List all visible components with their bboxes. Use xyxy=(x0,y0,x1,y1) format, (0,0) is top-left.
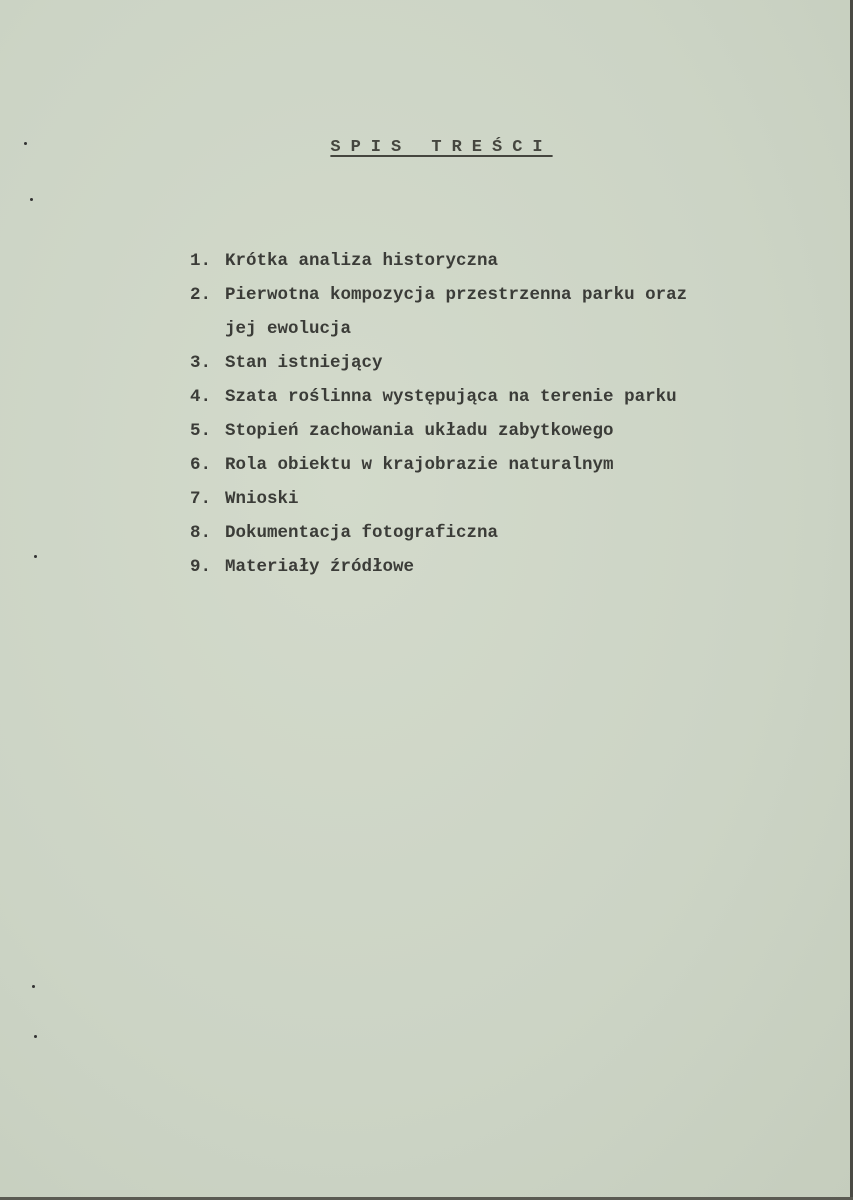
toc-item-continuation xyxy=(190,316,687,350)
item-number: 7. xyxy=(190,489,212,509)
item-text: Dokumentacja fotograficzna xyxy=(225,523,499,543)
item-number: 9. xyxy=(190,557,212,577)
margin-speck xyxy=(30,198,33,201)
item-text: Stan istniejący xyxy=(225,353,383,373)
toc-item xyxy=(190,520,687,554)
item-number: 6. xyxy=(190,455,212,475)
toc-item xyxy=(190,282,687,316)
item-text: Krótka analiza historyczna xyxy=(225,251,499,271)
margin-speck xyxy=(34,1035,37,1038)
item-text: Pierwotna kompozycja przestrzenna parku oraz xyxy=(225,285,688,305)
table-of-contents xyxy=(190,248,687,588)
toc-item xyxy=(190,418,687,452)
item-number: 5. xyxy=(190,421,212,441)
toc-item xyxy=(190,452,687,486)
toc-item xyxy=(190,486,687,520)
toc-item xyxy=(190,554,687,588)
item-text: Rola obiektu w krajobrazie naturalnym xyxy=(225,455,614,475)
margin-speck xyxy=(34,555,37,558)
toc-item xyxy=(190,384,687,418)
item-number: 3. xyxy=(190,353,212,373)
toc-item xyxy=(190,248,687,282)
item-number: 8. xyxy=(190,523,212,543)
item-text: Materiały źródłowe xyxy=(225,557,415,577)
item-text: jej ewolucja xyxy=(225,319,352,339)
item-text: Stopień zachowania układu zabytkowego xyxy=(225,421,614,441)
item-text: Wnioski xyxy=(225,489,299,509)
item-text: Szata roślinna występująca na terenie parku xyxy=(225,387,677,407)
item-number: 2. xyxy=(190,285,212,305)
item-number: 1. xyxy=(190,251,212,271)
toc-item xyxy=(190,350,687,384)
page-title: SPIS TREŚCI xyxy=(330,138,553,157)
margin-speck xyxy=(32,985,35,988)
item-number: 4. xyxy=(190,387,212,407)
